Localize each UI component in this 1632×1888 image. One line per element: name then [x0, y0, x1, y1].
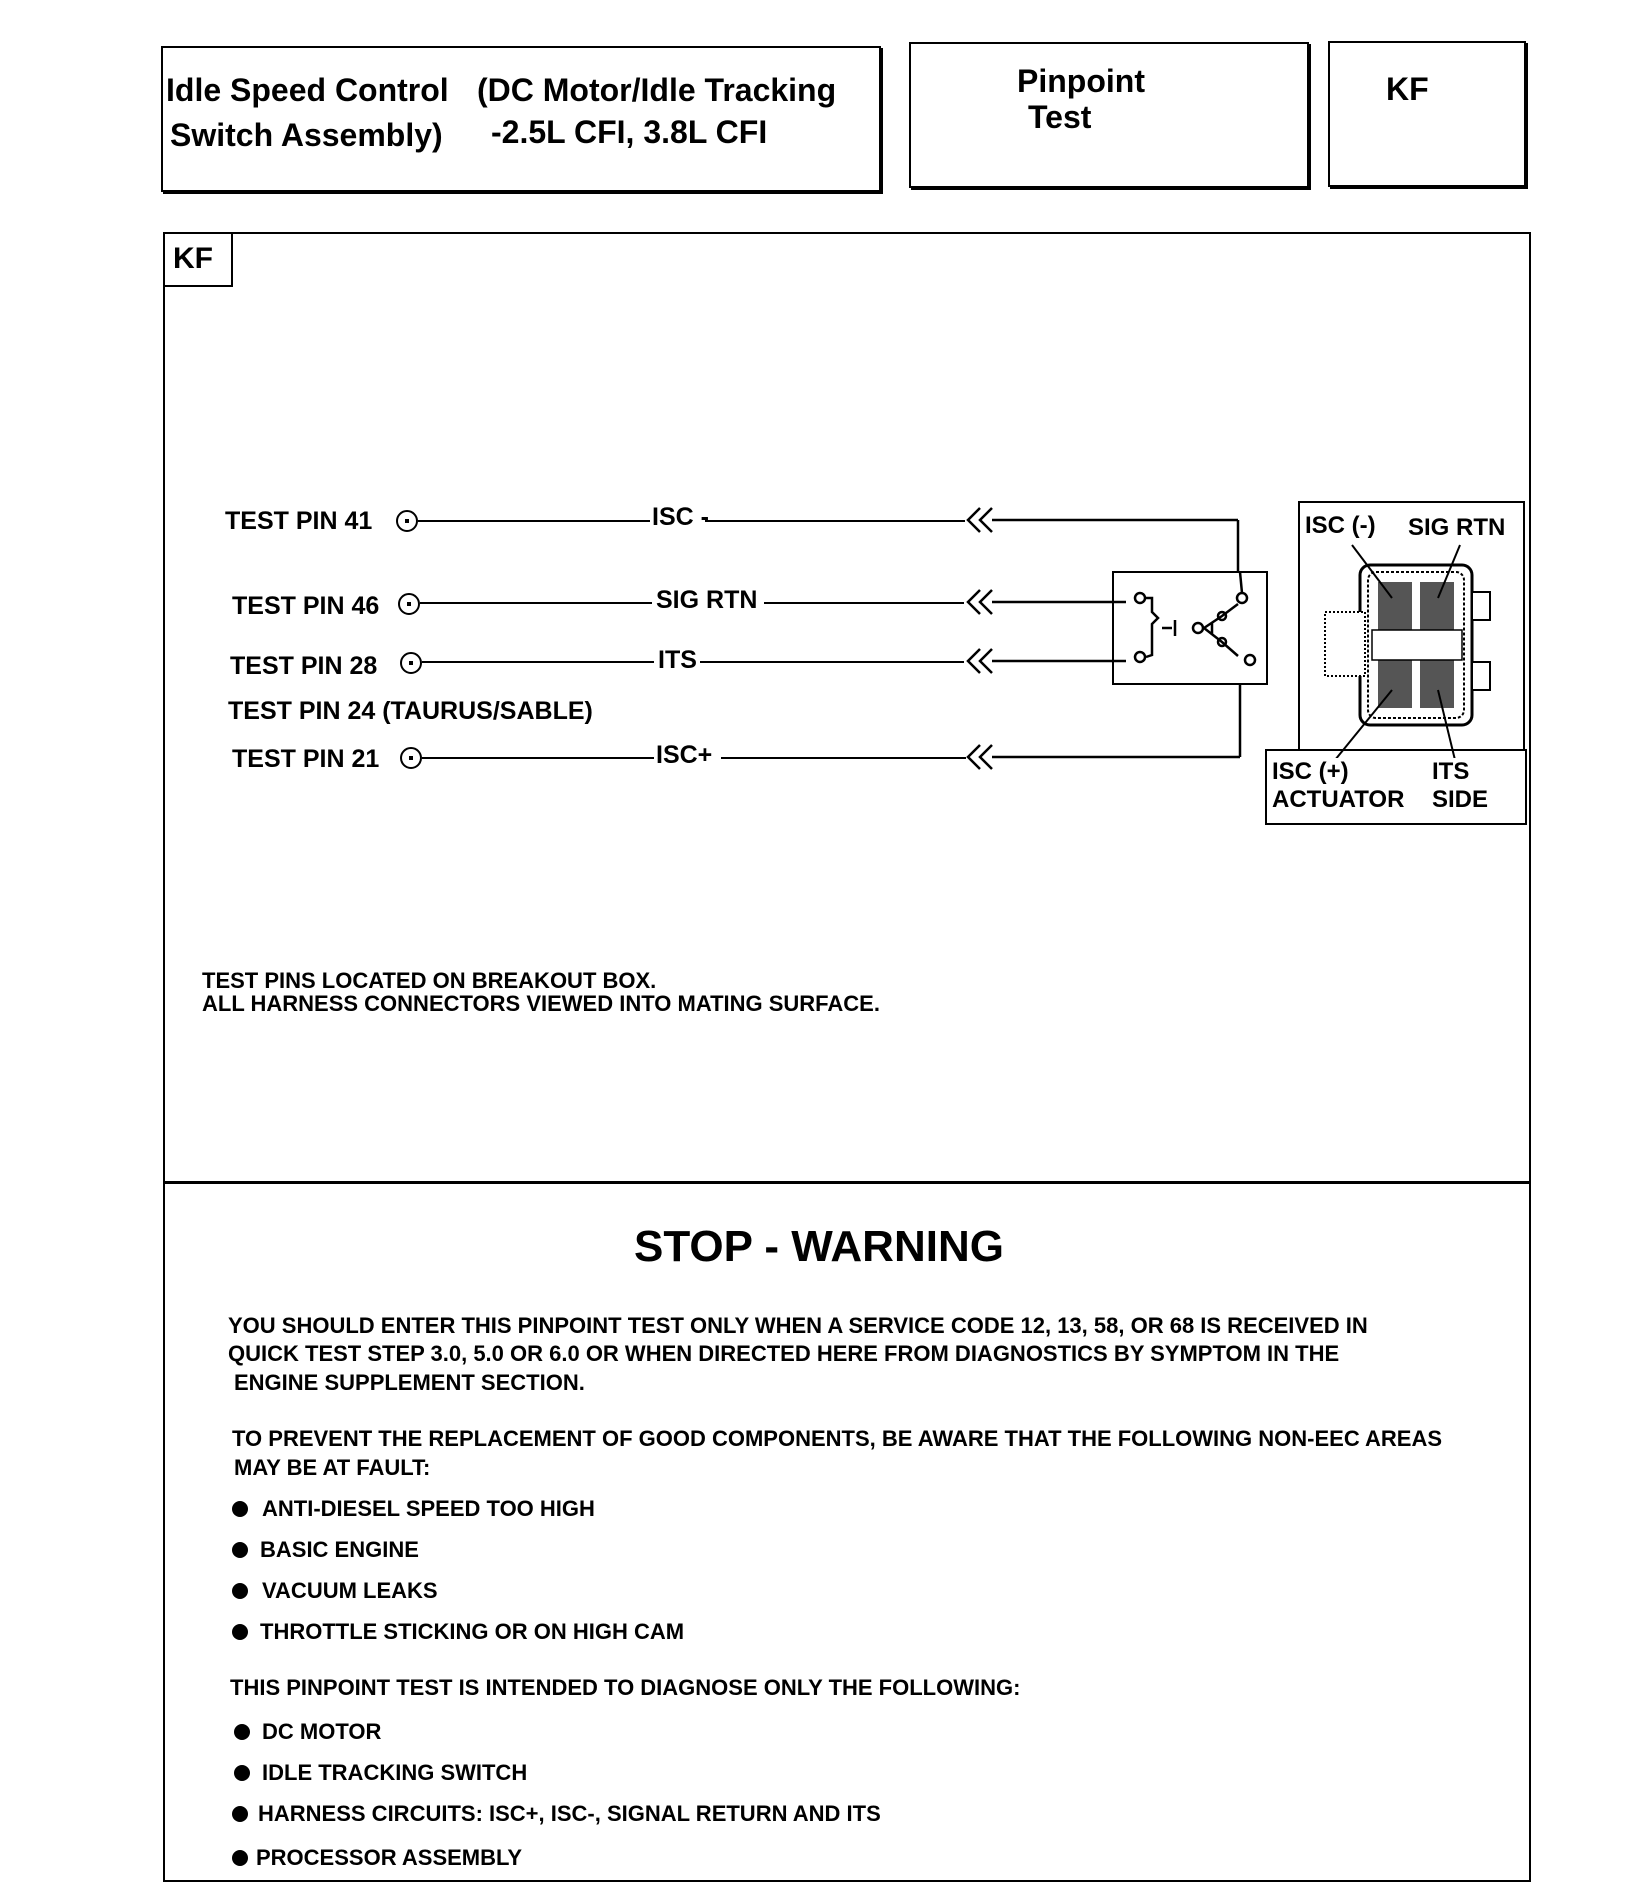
warning-para3: THIS PINPOINT TEST IS INTENDED TO DIAGNOSE ONLY THE FOLLOWING:	[230, 1675, 1021, 1700]
fault-bullet-3	[232, 1583, 248, 1599]
connector-label-side: SIDE	[1432, 786, 1489, 813]
diagram-note-2: ALL HARNESS CONNECTORS VIEWED INTO MATING SURFACE.	[202, 991, 880, 1016]
connector-label-its: ITS	[1432, 758, 1470, 785]
wire-label-isc-plus: ISC+	[656, 741, 713, 769]
harness-connector-symbol-21	[968, 745, 992, 769]
diagram-tag: KF	[173, 242, 213, 275]
connector-label-actuator: ACTUATOR	[1272, 786, 1405, 813]
title-line1-b: (DC Motor/Idle Tracking	[477, 72, 837, 108]
fault-bullet-1	[232, 1501, 248, 1517]
test-pin-41-label: TEST PIN 41	[225, 507, 373, 535]
warning-para2-line2: MAY BE AT FAULT:	[234, 1455, 431, 1480]
diagnose-bullet-2	[234, 1765, 250, 1781]
diagnose-bullet-4	[232, 1850, 248, 1866]
fault-area-4: THROTTLE STICKING OR ON HIGH CAM	[260, 1619, 685, 1644]
diagnose-item-2: IDLE TRACKING SWITCH	[262, 1760, 528, 1785]
test-pin-28-label: TEST PIN 28	[230, 652, 378, 680]
warning-para2-line1: TO PREVENT THE REPLACEMENT OF GOOD COMPONENTS, BE AWARE THAT THE FOLLOWING NON-EEC AREAS	[232, 1426, 1443, 1451]
wire-label-isc-minus: ISC -	[652, 503, 709, 531]
diagnose-item-4: PROCESSOR ASSEMBLY	[256, 1845, 523, 1870]
diagnose-bullet-1	[234, 1724, 250, 1740]
wire-label-its: ITS	[658, 646, 697, 674]
test-pin-46-label: TEST PIN 46	[232, 592, 380, 620]
type-line1: Pinpoint	[1017, 63, 1145, 99]
code-label: KF	[1386, 71, 1429, 107]
warning-para1-line1: YOU SHOULD ENTER THIS PINPOINT TEST ONLY WHEN A SERVICE CODE 12, 13, 58, OR 68 IS RECEIVED IN	[228, 1313, 1368, 1338]
fault-bullet-4	[232, 1624, 248, 1640]
test-pin-24-label: TEST PIN 24 (TAURUS/SABLE)	[228, 697, 593, 725]
fault-area-2: BASIC ENGINE	[260, 1537, 419, 1562]
diagnose-bullet-3	[232, 1806, 248, 1822]
diagnose-item-3: HARNESS CIRCUITS: ISC+, ISC-, SIGNAL RETURN AND ITS	[258, 1801, 881, 1826]
test-pin-21-label: TEST PIN 21	[232, 745, 380, 773]
connector-label-isc-plus: ISC (+)	[1272, 758, 1349, 785]
type-line2: Test	[1028, 99, 1092, 135]
diagnose-item-1: DC MOTOR	[262, 1719, 382, 1744]
harness-connector-symbol-28	[968, 649, 992, 673]
fault-area-3: VACUUM LEAKS	[262, 1578, 438, 1603]
warning-para1-line2: QUICK TEST STEP 3.0, 5.0 OR 6.0 OR WHEN DIRECTED HERE FROM DIAGNOSTICS BY SYMPTOM IN THE	[228, 1341, 1340, 1366]
diagram-note-1: TEST PINS LOCATED ON BREAKOUT BOX.	[202, 968, 657, 993]
title-line2-a: Switch Assembly)	[170, 117, 443, 153]
connector-label-sig-rtn: SIG RTN	[1408, 514, 1506, 541]
harness-connector-symbol-41	[968, 508, 992, 532]
title-line1-a: Idle Speed Control	[166, 72, 449, 108]
fault-area-1: ANTI-DIESEL SPEED TOO HIGH	[262, 1496, 595, 1521]
harness-connector-symbol-46	[968, 590, 992, 614]
title-line2-b: -2.5L CFI, 3.8L CFI	[491, 114, 768, 150]
warning-para1-line3: ENGINE SUPPLEMENT SECTION.	[234, 1370, 585, 1395]
wire-label-sig-rtn: SIG RTN	[656, 586, 758, 614]
warning-title: STOP - WARNING	[634, 1222, 1004, 1271]
fault-bullet-2	[232, 1542, 248, 1558]
connector-label-isc-minus: ISC (-)	[1305, 512, 1376, 539]
